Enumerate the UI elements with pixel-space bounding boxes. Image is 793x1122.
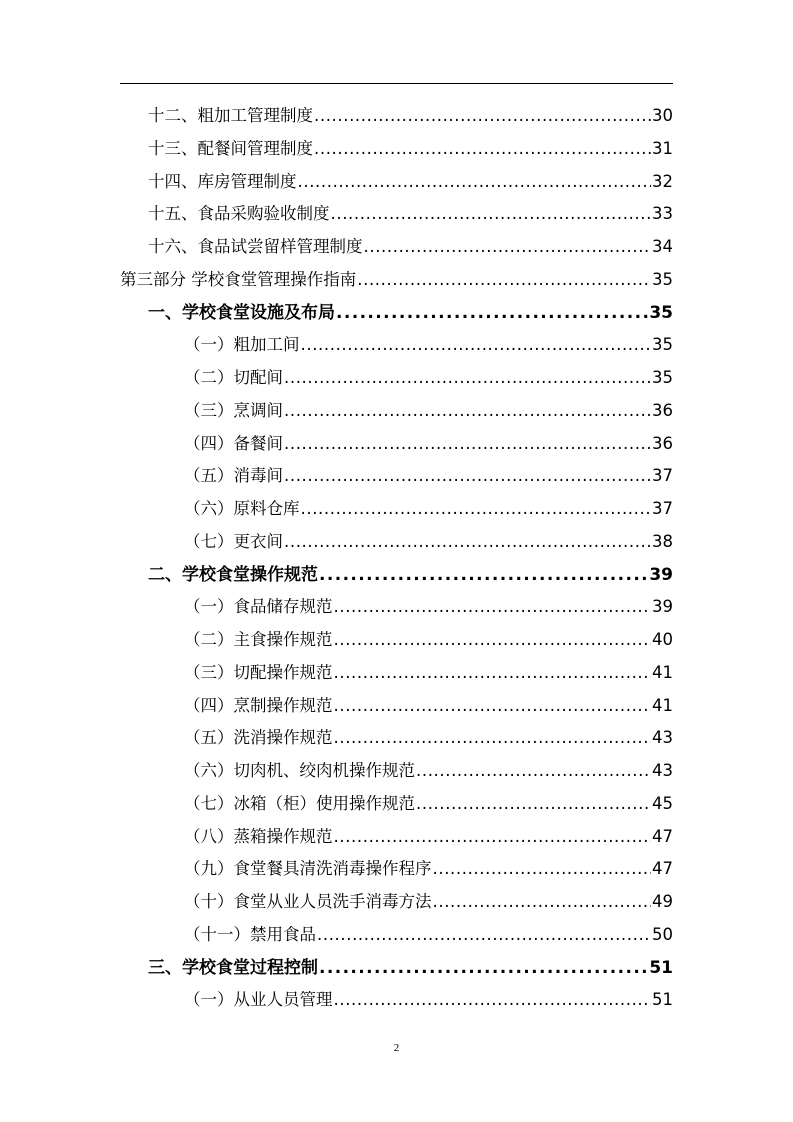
dot-leader (314, 100, 651, 132)
toc-entry-page: 39 (649, 564, 673, 585)
toc-entry-label: （一）食品储存规范 (184, 597, 333, 617)
toc-entry-label: （七）冰箱（柜）使用操作规范 (184, 793, 415, 813)
toc-entry-label: 十三、配餐间管理制度 (148, 138, 313, 158)
dot-leader (334, 624, 652, 656)
toc-entry-page: 51 (652, 990, 673, 1010)
dot-leader (334, 984, 652, 1016)
dot-leader (364, 231, 652, 263)
dot-leader (317, 919, 651, 951)
toc-entry-label: 十六、食品试尝留样管理制度 (148, 237, 363, 256)
toc-entry-page: 50 (652, 924, 673, 944)
toc-entry-label: （五）消毒间 (184, 466, 283, 486)
dot-leader (433, 853, 652, 885)
toc-entry-label: 第三部分 学校食堂管理操作指南 (120, 269, 357, 289)
toc-entry[interactable] (148, 231, 673, 263)
toc-entry[interactable] (184, 329, 673, 361)
header-rule (120, 83, 673, 84)
toc-entry-label: （六）切肉机、绞肉机操作规范 (184, 761, 415, 780)
dot-leader (334, 657, 652, 689)
toc-entry-page: 35 (652, 335, 673, 355)
toc-entry-label: （四）备餐间 (184, 433, 283, 453)
toc-entry[interactable] (184, 821, 673, 853)
toc-entry-label: （二）主食操作规范 (184, 630, 333, 649)
toc-entry-label: 二、学校食堂操作规范 (148, 564, 318, 585)
toc-entry-page: 51 (649, 957, 673, 978)
toc-entry[interactable] (148, 100, 673, 132)
toc-entry-label: 一、学校食堂设施及布局 (148, 302, 335, 323)
toc-entry[interactable] (184, 919, 673, 951)
toc-entry[interactable] (184, 395, 673, 427)
dot-leader (416, 788, 651, 820)
page-number: 2 (393, 1042, 400, 1054)
dot-leader (301, 329, 652, 361)
toc-entry-page: 40 (652, 630, 673, 649)
dot-leader (331, 198, 652, 230)
toc-entry-label: 十五、食品采购验收制度 (148, 204, 330, 224)
toc-entry[interactable] (120, 264, 673, 296)
toc-entry-label: （六）原料仓库 (184, 499, 300, 518)
dot-leader (298, 166, 652, 198)
toc-entry[interactable] (184, 755, 673, 787)
toc-entry[interactable] (184, 657, 673, 689)
dot-leader (284, 526, 651, 558)
toc-entry-label: （七）更衣间 (184, 531, 283, 551)
toc-entry-page: 39 (652, 597, 673, 617)
toc-entry-page: 35 (652, 269, 673, 289)
toc-entry-page: 41 (652, 662, 673, 682)
dot-leader (284, 428, 651, 460)
toc-entry-page: 33 (652, 204, 673, 224)
toc-entry-page: 49 (652, 892, 673, 911)
toc-entry[interactable] (184, 853, 673, 885)
dot-leader (433, 886, 652, 918)
toc-entry-page: 37 (652, 466, 673, 486)
toc-entry-label: （十一）禁用食品 (184, 924, 316, 944)
toc-entry-label: （四）烹制操作规范 (184, 695, 333, 715)
dot-leader (284, 362, 651, 394)
toc-entry-page: 30 (652, 106, 673, 125)
toc-entry-page: 47 (652, 859, 673, 879)
dot-leader (314, 133, 651, 165)
toc-entry-page: 35 (652, 368, 673, 387)
toc-entry[interactable] (148, 198, 673, 230)
toc-entry-page: 38 (652, 531, 673, 551)
toc-entry[interactable] (184, 722, 673, 754)
toc-entry[interactable] (184, 886, 673, 918)
dot-leader (334, 690, 652, 722)
toc-entry[interactable] (148, 559, 673, 591)
dot-leader (284, 395, 651, 427)
toc-entry-page: 36 (652, 400, 673, 420)
toc-entry-page: 34 (652, 237, 673, 256)
toc-entry-page: 31 (652, 138, 673, 158)
dot-leader (416, 755, 651, 787)
dot-leader (334, 821, 652, 853)
dot-leader (336, 297, 648, 329)
toc-entry[interactable] (184, 788, 673, 820)
toc-entry[interactable] (184, 591, 673, 623)
toc-entry[interactable] (184, 428, 673, 460)
toc-entry[interactable] (184, 460, 673, 492)
toc-entry-page: 32 (652, 171, 673, 191)
toc-entry-label: （一）粗加工间 (184, 335, 300, 355)
toc-entry[interactable] (148, 166, 673, 198)
toc-entry-label: 十二、粗加工管理制度 (148, 106, 313, 125)
toc-entry-label: （一）从业人员管理 (184, 990, 333, 1010)
toc-entry[interactable] (184, 526, 673, 558)
toc-entry-page: 35 (649, 302, 673, 323)
toc-entry-label: （三）烹调间 (184, 400, 283, 420)
toc-entry[interactable] (184, 984, 673, 1016)
toc-entry-page: 43 (652, 761, 673, 780)
toc-entry-label: 十四、库房管理制度 (148, 171, 297, 191)
toc-entry-page: 37 (652, 499, 673, 518)
toc-entry-label: （五）洗消操作规范 (184, 728, 333, 748)
toc-entry-label: （十）食堂从业人员洗手消毒方法 (184, 892, 432, 911)
dot-leader (301, 493, 652, 525)
toc-entry-label: （九）食堂餐具清洗消毒操作程序 (184, 859, 432, 879)
dot-leader (319, 559, 648, 591)
dot-leader (357, 264, 651, 296)
dot-leader (334, 722, 652, 754)
toc-entry-label: （三）切配操作规范 (184, 662, 333, 682)
toc-entry-label: 三、学校食堂过程控制 (148, 957, 318, 978)
toc-entry[interactable] (148, 133, 673, 165)
dot-leader (319, 952, 648, 984)
dot-leader (334, 591, 652, 623)
toc-entry-page: 41 (652, 695, 673, 715)
toc-entry[interactable] (148, 952, 673, 984)
toc-entry-page: 45 (652, 793, 673, 813)
toc-entry[interactable] (184, 493, 673, 525)
toc-entry[interactable] (184, 624, 673, 656)
toc-entry[interactable] (148, 297, 673, 329)
toc-entry[interactable] (184, 362, 673, 394)
toc-entry-page: 36 (652, 433, 673, 453)
toc-entry-label: （二）切配间 (184, 368, 283, 387)
toc-entry[interactable] (184, 690, 673, 722)
dot-leader (284, 460, 651, 492)
toc-entry-page: 43 (652, 728, 673, 748)
toc-entry-page: 47 (652, 826, 673, 846)
toc-entry-label: （八）蒸箱操作规范 (184, 826, 333, 846)
